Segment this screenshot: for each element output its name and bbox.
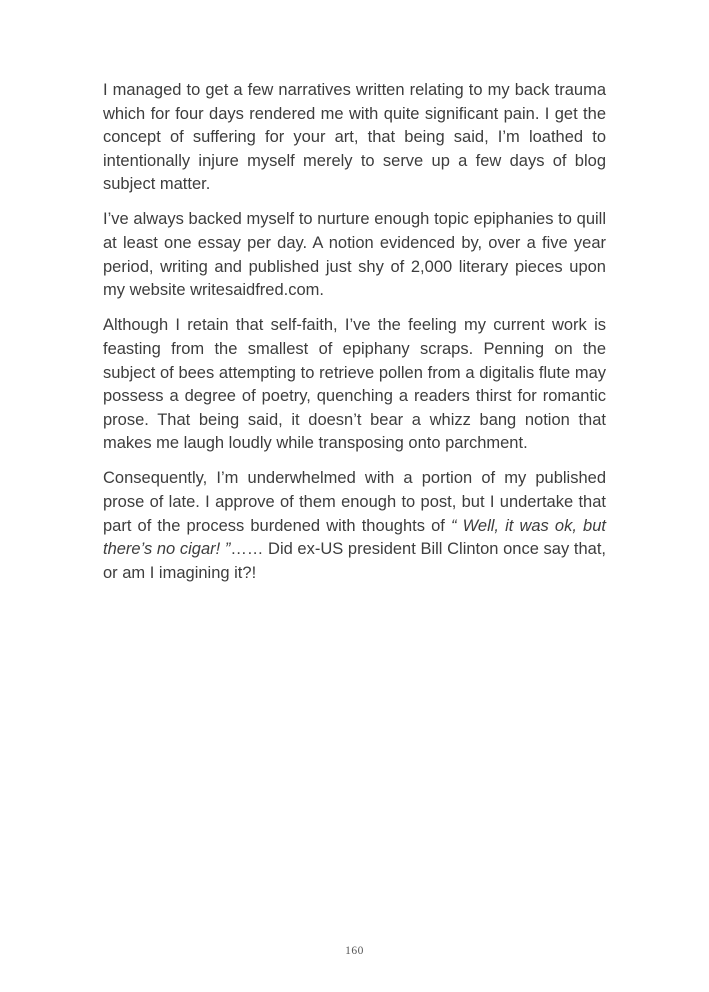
paragraph-4-text-before: Consequently, I’m underwhelmed with a portion of my published prose of late. I approve of them enough to post, but I undertake that part of the process burdened with thoughts of (103, 469, 606, 535)
paragraph-4-quote-italic: “ Well, it was ok, but there’s no cigar! ” (103, 516, 606, 559)
paragraph-2: I’ve always backed myself to nurture enough topic epiphanies to quill at least one essay per day. A notion evidenced by, over a five year period, writing and published just shy of 2,000 literary pieces upon my website writesaidfred.com. (103, 210, 606, 300)
paragraph-4 (103, 467, 606, 585)
text-block (103, 79, 606, 585)
page-number: 160 (345, 945, 364, 957)
paragraph-1: I managed to get a few narratives written relating to my back trauma which for four days rendered me with quite significant pain. I get the concept of suffering for your art, that being said, I’m loathed to intentionally injure myself merely to serve up a few days of blog subject matter. (103, 81, 606, 194)
paragraph-3: Although I retain that self-faith, I’ve the feeling my current work is feasting from the smallest of epiphany scraps. Penning on the subject of bees attempting to retrieve pollen from a digitalis flute may possess a degree of poetry, quenching a readers thirst for romantic prose. That being said, it doesn’t bear a whizz bang notion that makes me laugh loudly while transposing onto parchment. (103, 316, 606, 453)
paragraph-4-text-after: …… Did ex-US president Bill Clinton once say that, or am I imagining it?! (103, 540, 606, 582)
